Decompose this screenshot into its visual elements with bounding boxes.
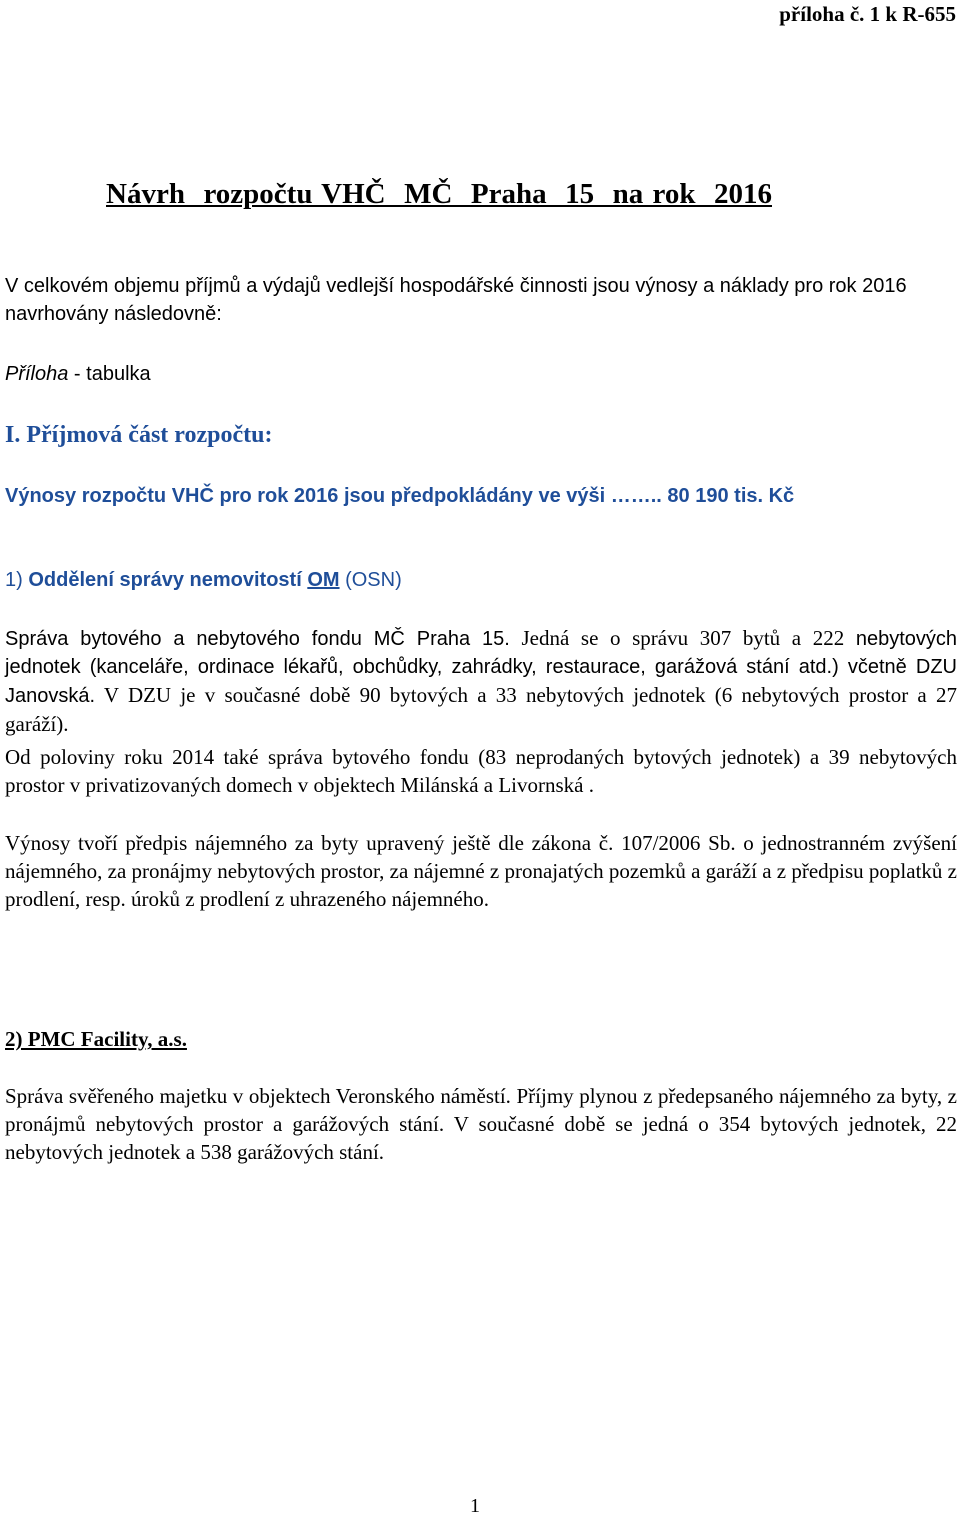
osn-name: Oddělení správy nemovitostí	[28, 569, 308, 591]
attachment-label: Příloha	[5, 363, 69, 385]
page-number: 1	[470, 1495, 480, 1517]
osn-paragraph-3: Výnosy tvoří předpis nájemného za byty upravený ještě dle zákona č. 107/2006 Sb. o jednostranném zvýšení nájemného, za pronájmy nebytových prostor, za nájemné z pronajatých pozemků a garáží a z předpisu poplatků z prodlení, resp. úroků z prodlení z uhrazeného nájemného.	[5, 831, 957, 911]
osn-paragraph-1	[5, 624, 957, 739]
osn-abbr: (OSN)	[339, 569, 402, 591]
revenue-amount: 80 190 tis. Kč	[661, 485, 795, 507]
income-section-heading: I. Příjmová část rozpočtu:	[5, 422, 273, 448]
page-title: Návrh rozpočtu VHČ MČ Praha 15 na rok 2016	[106, 178, 772, 210]
osn-number: 1)	[5, 569, 29, 591]
page-reference: příloha č. 1 k R-655	[779, 2, 956, 26]
attachment-suffix: - tabulka	[68, 363, 151, 385]
revenue-dots: ……..	[610, 485, 662, 507]
revenue-line	[5, 482, 794, 510]
attachment-line	[5, 360, 957, 388]
revenue-prefix: Výnosy rozpočtu VHČ pro rok 2016 jsou předpokládány ve výši	[5, 485, 611, 507]
osn-om-abbr: OM	[307, 569, 340, 591]
intro-paragraph: V celkovém objemu příjmů a výdajů vedlejší hospodářské činnosti jsou výnosy a náklady pro rok 2016 navrhovány následovně:	[5, 275, 907, 325]
osn-p1-part1: Správa bytového a nebytového fondu MČ Praha 15.	[5, 628, 510, 650]
osn-p1-part2: Jedná se o správu 307 bytů a 222	[509, 626, 856, 650]
osn-heading	[5, 566, 402, 594]
pmc-paragraph: Správa svěřeného majetku v objektech Veronského náměstí. Příjmy plynou z předepsaného nájemného za byty, z pronájmů nebytových prostor a garážových stání. V současné době se jedná o 354 bytových jednotek, 22 nebytových jednotek a 538 garážových stání.	[5, 1084, 957, 1164]
pmc-heading: 2) PMC Facility, a.s.	[5, 1027, 187, 1051]
osn-paragraph-2: Od poloviny roku 2014 také správa bytového fondu (83 neprodaných bytových jednotek) a 39 nebytových prostor v privatizovaných domech v objektech Milánská a Livornská .	[5, 745, 957, 797]
osn-p1-part4: V DZU je v současné době 90 bytových a 33 nebytových jednotek (6 nebytových prostor a 27 garáží).	[5, 683, 957, 736]
osn-p1-part3: nebytových jednotek (kanceláře, ordinace lékařů, obchůdky, zahrádky, restaurace, garážová stání atd.) včetně DZU Janovská.	[5, 628, 957, 707]
